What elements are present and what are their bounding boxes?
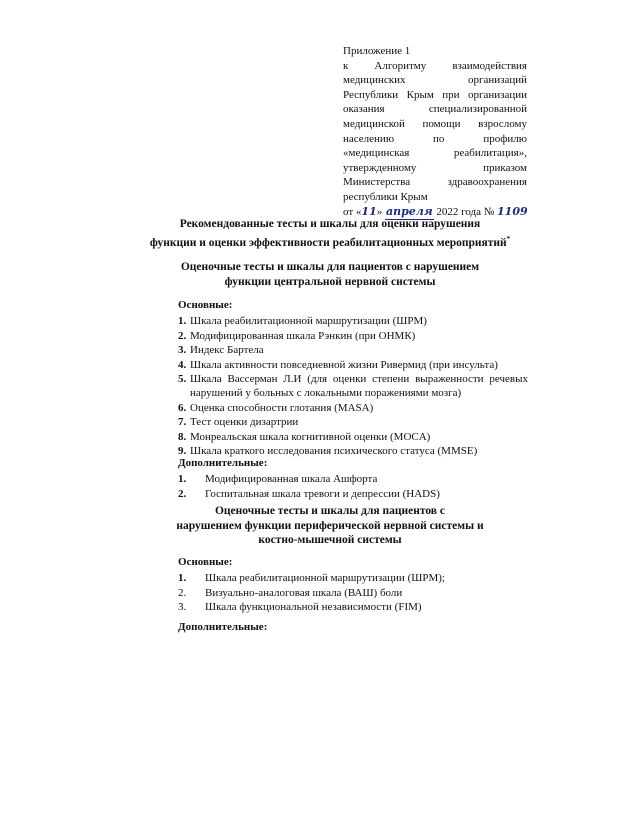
extra-label: Дополнительные: (178, 457, 268, 469)
date-mid: » (376, 205, 383, 218)
list-item (178, 329, 528, 343)
handwritten-order-number: 1109 (497, 204, 528, 218)
section-title-line: костно-мышечной системы (258, 534, 402, 547)
appendix-line: Республики Крым при организации (343, 88, 527, 101)
main-title-line: Рекомендованные тесты и шкалы для оценки нарушения (179, 218, 481, 230)
item-number: 6. (178, 401, 187, 414)
appendix-header (343, 44, 527, 220)
section1-extra (178, 456, 528, 501)
section-title-line: нарушением функции периферической нервной системы и (176, 519, 484, 532)
main-title (140, 217, 520, 251)
basic-label: Основные: (178, 299, 233, 311)
item-text: Шкала реабилитационной маршрутизации (ШРМ); (205, 572, 445, 585)
section2-basic (178, 555, 528, 615)
section-title-line: функции центральной нервной системы (224, 276, 436, 288)
item-number: 5. (178, 373, 187, 386)
appendix-line: Приложение 1 (343, 45, 411, 57)
item-text: Шкала активности повседневной жизни Ривермид (при инсульта) (190, 358, 498, 371)
item-text: Модифицированная шкала Ашфорта (205, 473, 378, 486)
appendix-line: Министерства здравоохранения (343, 176, 527, 189)
item-text: Шкала Вассерман Л.И (для оценки степени выраженности речевых нарушений у больных с локальными поражениями мозга) (190, 373, 528, 400)
item-number: 1. (178, 572, 187, 585)
appendix-line: населению по профилю (343, 132, 527, 145)
item-text: Шкала функциональной независимости (FIM) (205, 601, 422, 614)
basic-label: Основные: (178, 556, 233, 568)
appendix-line: республики Крым (343, 190, 428, 203)
item-text: Индекс Бартела (190, 344, 264, 357)
item-text: Монреальская шкала когнитивной оценки (MOCA) (190, 430, 431, 443)
item-number: 3. (178, 344, 187, 357)
item-text: Оценка способности глотания (MASA) (190, 401, 374, 414)
list-item (178, 600, 528, 614)
appendix-line: медицинской помощи взрослому (343, 117, 527, 130)
item-number: 9. (178, 445, 187, 458)
list-item (178, 586, 528, 600)
item-text: Госпитальная шкала тревоги и депрессии (HADS) (205, 487, 440, 500)
section2-extra (178, 620, 528, 636)
list-item (178, 343, 528, 357)
main-title-line (120, 232, 540, 251)
item-text: Модифицированная шкала Рэнкин (при ОНМК) (190, 329, 416, 342)
item-number: 2. (178, 487, 187, 500)
list-item (178, 472, 528, 486)
item-number: 1. (178, 473, 187, 486)
handwritten-month: апреля (385, 205, 434, 221)
basic-list (178, 571, 528, 614)
section1-basic (178, 298, 528, 458)
handwritten-day: 11 (361, 204, 377, 218)
item-text: Шкала краткого исследования психического статуса (MMSE) (190, 445, 478, 458)
list-item (178, 571, 528, 585)
item-number: 8. (178, 430, 187, 443)
list-item (178, 415, 528, 429)
extra-list (178, 472, 528, 501)
item-number: 7. (178, 416, 187, 429)
item-number: 1. (178, 315, 187, 328)
item-text: Визуально-аналоговая шкала (ВАШ) боли (205, 586, 403, 599)
extra-label: Дополнительные: (178, 621, 268, 633)
section2-title (140, 504, 520, 548)
section1-title (140, 260, 520, 290)
list-item (178, 358, 528, 372)
list-item (178, 372, 528, 401)
item-number: 2. (178, 329, 187, 342)
main-title-line-2: функции и оценки эффективности реабилитационных мероприятий (149, 236, 507, 249)
appendix-line: утвержденному приказом (343, 161, 527, 174)
list-item (178, 487, 528, 501)
date-prefix: от « (343, 205, 362, 218)
list-item (178, 314, 528, 328)
date-year: 2022 года № (436, 205, 495, 218)
basic-list (178, 314, 528, 458)
appendix-line: оказания специализированной (343, 103, 527, 116)
list-item (178, 401, 528, 415)
item-number: 4. (178, 358, 187, 371)
item-text: Шкала реабилитационной маршрутизации (ШРМ) (190, 315, 427, 328)
section-title-line: Оценочные тесты и шкалы для пациентов с нарушением (180, 261, 480, 273)
appendix-line: к Алгоритму взаимодействия (343, 59, 527, 72)
item-text: Тест оценки дизартрии (190, 416, 299, 429)
list-item (178, 430, 528, 444)
item-number: 2. (178, 586, 187, 599)
section-title-line: Оценочные тесты и шкалы для пациентов с (214, 505, 446, 517)
footnote-mark: * (506, 235, 511, 243)
appendix-line: «медицинская реабилитация», (343, 147, 527, 160)
appendix-line: медицинских организаций (343, 74, 527, 87)
item-number: 3. (178, 601, 187, 614)
